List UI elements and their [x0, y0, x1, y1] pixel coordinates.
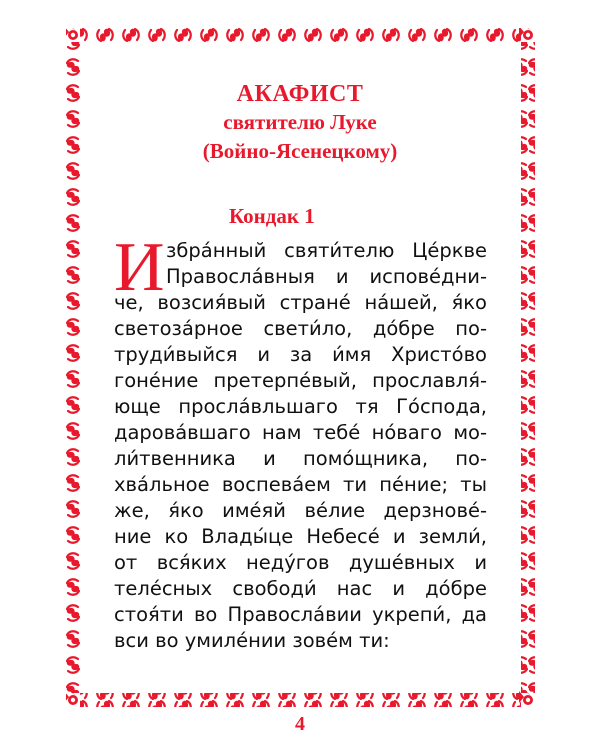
text-line: стоя́ти во Правосла́вии укрепи́, да	[114, 603, 487, 626]
section-heading: Кондак 1	[229, 204, 315, 228]
text-line: светоза́рное свети́ло, до́бре по-	[114, 317, 487, 340]
title-name: (Войно-Ясенецкому)	[202, 139, 398, 163]
title-dedication: святителю Луке	[223, 110, 377, 134]
text-line: збра́нный святи́телю Це́ркве	[166, 239, 487, 262]
text-line: вси во умиле́нии зове́м ти:	[114, 629, 390, 652]
text-line: ние ко Влады́це Небесе́ и земли́,	[114, 525, 487, 548]
title-akathist: АКАФИСТ	[236, 81, 364, 107]
text-line: юще просла́вльшаго тя Го́спода,	[114, 395, 487, 418]
heading	[0, 80, 600, 166]
text-line: теле́сных свободи́ нас и до́бре	[114, 577, 487, 600]
text-line: гоне́ние претерпе́вый, прославля́-	[114, 369, 487, 392]
text-line: че, возсия́вый стране́ на́шей, я́ко	[114, 291, 487, 314]
text-line: хва́льное воспева́ем ти пе́ние; ты	[114, 473, 487, 496]
text-line: дарова́вшаго нам тебе́ но́ваго мо-	[114, 421, 487, 444]
page-number: 4	[295, 713, 305, 735]
text-line: ли́твенника и помо́щника, по-	[114, 447, 487, 470]
text-line: Правосла́вныя и испове́дни-	[166, 265, 487, 288]
drop-cap: И	[114, 229, 165, 306]
text-line: от вся́ких неду́гов душе́вных и	[114, 551, 487, 574]
text-line: труди́выйся и за и́мя Христо́во	[114, 343, 487, 366]
text-line: же, я́ко име́яй ве́лие дерзнове́-	[114, 499, 487, 522]
